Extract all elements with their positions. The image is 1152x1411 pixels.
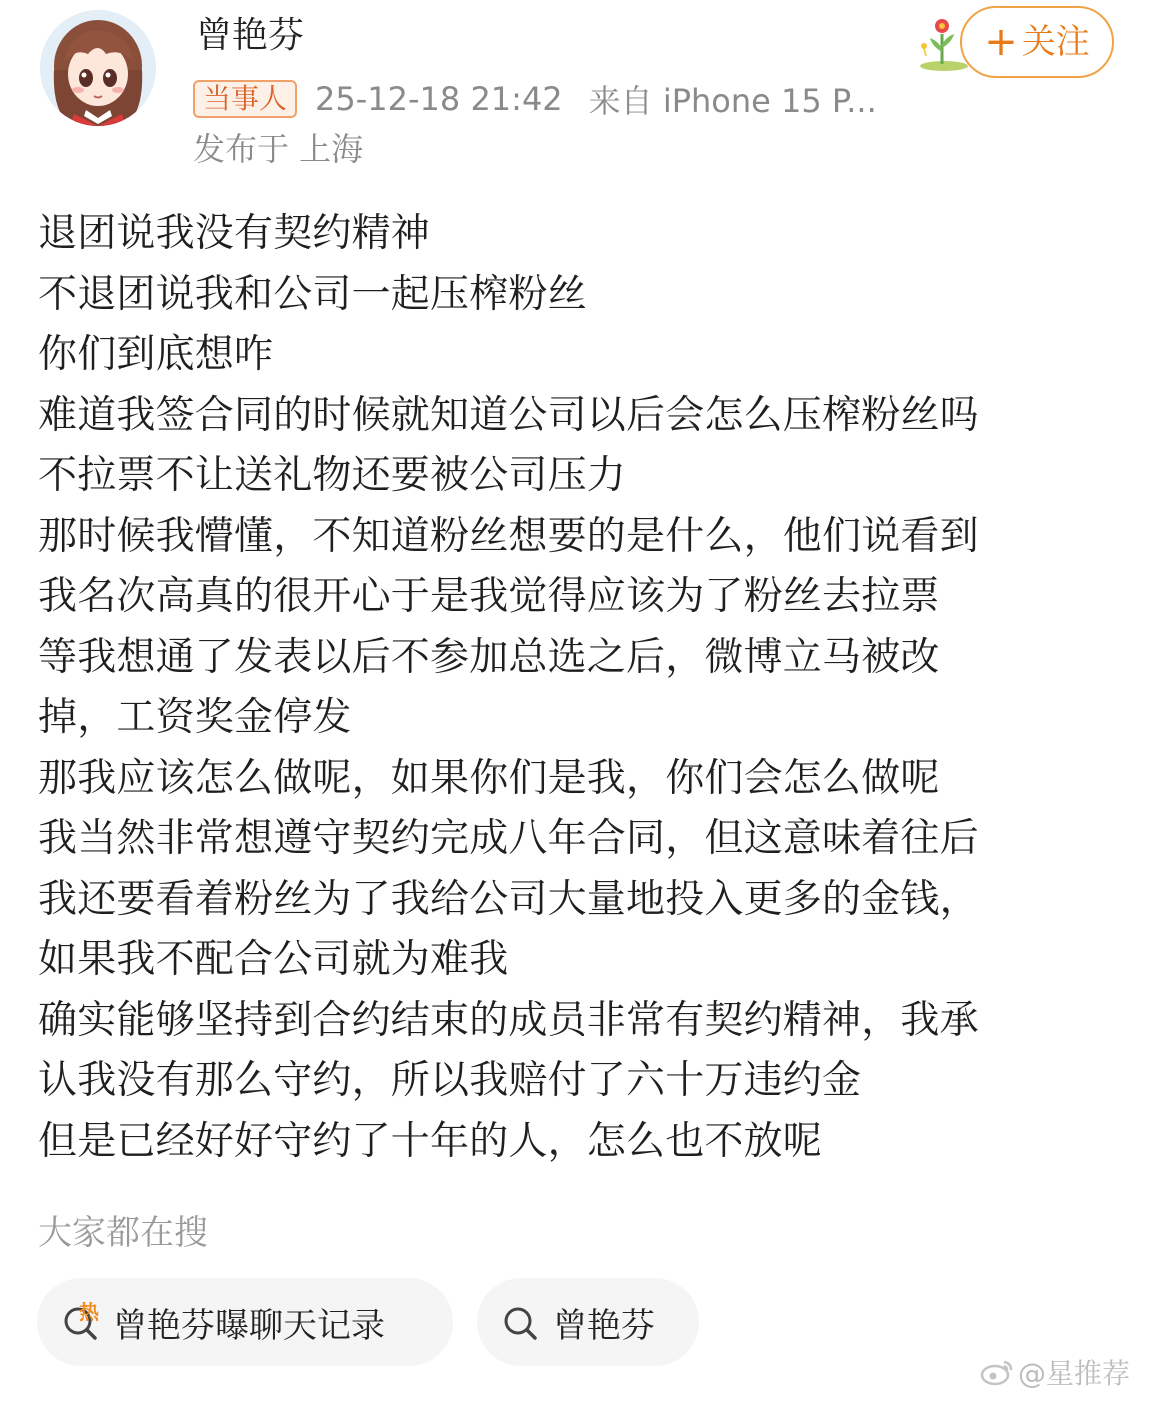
watermark bbox=[980, 1352, 1130, 1392]
post-line: 我名次高真的很开心于是我觉得应该为了粉丝去拉票 bbox=[38, 574, 940, 619]
post-time: 25-12-18 21:42 bbox=[315, 80, 563, 118]
watermark-text: @星推荐 bbox=[1017, 1357, 1130, 1390]
post-source: 来自 iPhone 15 P... bbox=[588, 82, 877, 120]
follow-label: 关注 bbox=[1021, 22, 1090, 62]
post-line: 难道我签合同的时候就知道公司以后会怎么压榨粉丝吗 bbox=[38, 392, 979, 438]
post-line: 不退团说我和公司一起压榨粉丝 bbox=[38, 271, 587, 317]
follow-button[interactable] bbox=[960, 6, 1114, 78]
search-chip-label: 曾艳芬 bbox=[553, 1305, 655, 1346]
hot-mark: 热 bbox=[79, 1300, 99, 1324]
post-line: 如果我不配合公司就为难我 bbox=[38, 937, 509, 982]
hot-search-icon bbox=[61, 1302, 101, 1342]
search-chip-hot[interactable] bbox=[37, 1278, 453, 1366]
post-line: 认我没有那么守约，所以我赔付了六十万违约金 bbox=[38, 1058, 862, 1103]
post-line: 那时候我懵懂，不知道粉丝想要的是什么，他们说看到 bbox=[38, 513, 979, 559]
post-line: 那我应该怎么做呢，如果你们是我，你们会怎么做呢 bbox=[38, 755, 940, 801]
post-line: 退团说我没有契约精神 bbox=[38, 211, 431, 256]
weibo-logo-icon bbox=[980, 1358, 1014, 1386]
search-icon bbox=[501, 1302, 541, 1342]
plus-icon: + bbox=[984, 19, 1018, 65]
post-line: 我当然非常想遵守契约完成八年合同，但这意味着往后 bbox=[38, 816, 979, 861]
post-line: 掉，工资奖金停发 bbox=[38, 695, 352, 740]
search-chip[interactable] bbox=[477, 1278, 699, 1366]
post-meta bbox=[193, 76, 877, 122]
trending-search-title: 大家都在搜 bbox=[38, 1213, 208, 1253]
post-body bbox=[38, 204, 1128, 1172]
post-line: 你们到底想咋 bbox=[38, 332, 274, 377]
post-line: 我还要看着粉丝为了我给公司大量地投入更多的金钱， bbox=[38, 876, 979, 922]
post-line: 但是已经好好守约了十年的人，怎么也不放呢 bbox=[38, 1118, 823, 1164]
search-chip-label: 曾艳芬曝聊天记录 bbox=[113, 1305, 385, 1346]
post-line: 确实能够坚持到合约结束的成员非常有契约精神，我承 bbox=[38, 997, 979, 1043]
author-name[interactable]: 曾艳芬 bbox=[196, 15, 305, 56]
post-line: 不拉票不让送礼物还要被公司压力 bbox=[38, 453, 627, 498]
avatar-illustration bbox=[40, 10, 156, 126]
post-location: 发布于 上海 bbox=[193, 130, 364, 168]
party-badge: 当事人 bbox=[193, 80, 297, 118]
avatar[interactable] bbox=[40, 10, 156, 126]
post-line: 等我想通了发表以后不参加总选之后，微博立马被改 bbox=[38, 634, 940, 680]
